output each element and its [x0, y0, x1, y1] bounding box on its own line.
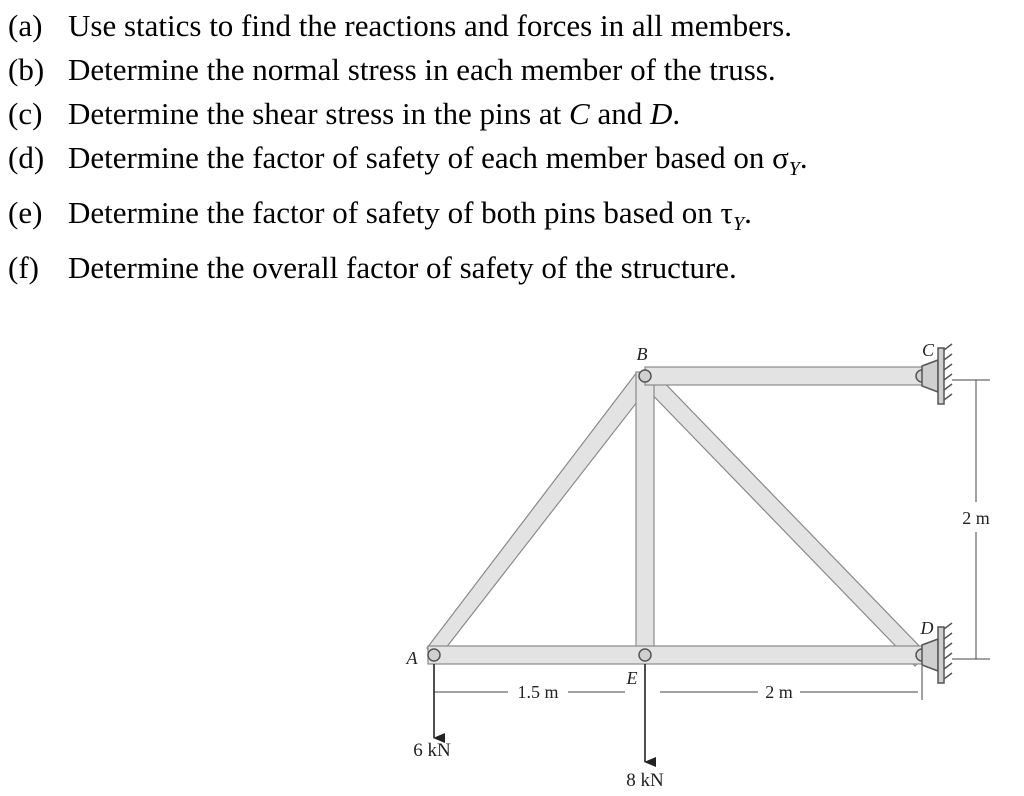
load-e-label: 8 kN [626, 770, 664, 791]
load-a-label: 6 kN [413, 740, 451, 761]
joint-d-label: D [920, 618, 934, 638]
truss-members [427, 367, 930, 666]
pin-d-symbol: D [649, 96, 673, 131]
pin-e [639, 649, 651, 661]
dimension-height-label: 2 m [962, 508, 990, 528]
question-label: (f) [8, 250, 39, 286]
question-text: . [799, 140, 808, 175]
dimension-horizontal [434, 664, 922, 700]
question-label: (c) [8, 96, 43, 131]
pin-c-symbol: C [569, 96, 590, 131]
tau-symbol: τ [720, 195, 733, 231]
question-label: (d) [8, 140, 45, 175]
member-be [636, 372, 654, 662]
yield-subscript: Y [788, 158, 800, 181]
question-label: (a) [8, 8, 43, 43]
question-text: Determine the overall factor of safety of the structure. [68, 250, 737, 286]
dimension-ed-label: 2 m [765, 682, 793, 702]
dimension-ae-label: 1.5 m [517, 682, 559, 702]
member-ab [427, 372, 651, 662]
member-ad [428, 646, 928, 664]
yield-subscript: Y [732, 213, 745, 236]
question-label: (b) [8, 52, 45, 87]
question-text: . [672, 96, 681, 131]
question-text: Determine the shear stress in the pins at [68, 96, 570, 131]
joint-b-label: B [636, 344, 648, 364]
sigma-symbol: σ [772, 140, 789, 175]
question-text: and [589, 96, 650, 131]
pin-b [639, 370, 651, 382]
question-text: . [744, 195, 752, 231]
question-text: Determine the normal stress in each member of the truss. [68, 52, 776, 87]
pin-a [428, 649, 440, 661]
joint-c-label: C [921, 340, 935, 360]
joint-a-label: A [406, 648, 418, 668]
question-text: Determine the factor of safety of each member based on [68, 140, 773, 175]
member-bd [640, 370, 927, 666]
question-text: Determine the factor of safety of both pins based on [68, 195, 721, 231]
joint-e-label: E [626, 668, 638, 688]
member-bc [645, 367, 930, 385]
question-label: (e) [8, 195, 43, 231]
question-text: Use statics to find the reactions and forces in all members. [68, 8, 792, 43]
